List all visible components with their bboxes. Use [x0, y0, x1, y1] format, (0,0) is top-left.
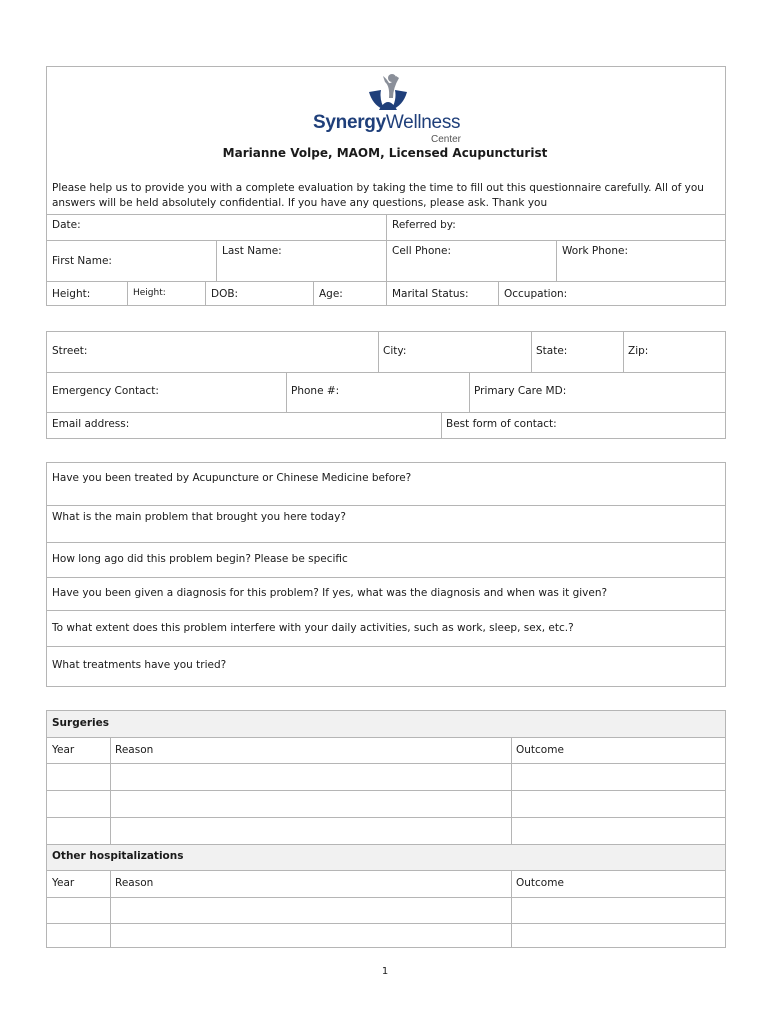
age-field[interactable]: Age:: [313, 281, 386, 306]
question-problem-onset[interactable]: How long ago did this problem begin? Please be specific: [52, 553, 348, 565]
marital-status-field[interactable]: Marital Status:: [386, 281, 498, 306]
page-number: 1: [381, 966, 389, 977]
hospitalizations-outcome-header: Outcome: [516, 877, 564, 889]
questions-section: [46, 462, 726, 687]
question-treatments-tried[interactable]: What treatments have you tried?: [52, 659, 227, 671]
surgery-2-reason[interactable]: [111, 790, 511, 816]
last-name-field[interactable]: Last Name:: [216, 240, 386, 281]
email-field[interactable]: Email address:: [52, 418, 130, 430]
first-name-field[interactable]: First Name:: [46, 240, 216, 281]
state-field[interactable]: State:: [536, 345, 568, 357]
question-main-problem[interactable]: What is the main problem that brought you here today?: [52, 511, 346, 523]
surgery-2-outcome[interactable]: [512, 790, 725, 816]
surgeries-year-header: Year: [52, 744, 75, 756]
intro-text: Please help us to provide you with a complete evaluation by taking the time to fill out this questionnaire carefully. All of you answers will be held absolutely confidential. If you have any questions, please ask. Thank you: [52, 182, 704, 209]
hospitalization-2-reason[interactable]: [111, 923, 511, 947]
referred-by-field[interactable]: Referred by:: [386, 214, 726, 240]
surgery-3-reason[interactable]: [111, 817, 511, 843]
surgery-1-outcome[interactable]: [512, 763, 725, 789]
synergy-wellness-logo: [313, 72, 463, 144]
dob-field[interactable]: DOB:: [205, 281, 313, 306]
question-daily-impact[interactable]: To what extent does this problem interfere with your daily activities, such as work, sleep, sex, etc.?: [52, 622, 574, 634]
hospitalization-2-outcome[interactable]: [512, 923, 725, 947]
city-field[interactable]: City:: [383, 345, 407, 357]
surgeries-reason-header: Reason: [115, 744, 154, 756]
hospitalizations-reason-header: Reason: [115, 877, 154, 889]
emergency-contact-field[interactable]: Emergency Contact:: [52, 385, 159, 397]
work-phone-field[interactable]: Work Phone:: [556, 240, 726, 281]
hospitalizations-title: Other hospitalizations: [52, 850, 184, 862]
surgery-3-year[interactable]: [47, 817, 110, 843]
surgery-1-reason[interactable]: [111, 763, 511, 789]
question-prior-treatment[interactable]: Have you been treated by Acupuncture or Chinese Medicine before?: [52, 472, 412, 484]
zip-field[interactable]: Zip:: [628, 345, 649, 357]
surgery-3-outcome[interactable]: [512, 817, 725, 843]
page-title: Marianne Volpe, MAOM, Licensed Acupuncturist: [222, 146, 548, 160]
hospitalization-1-outcome[interactable]: [512, 897, 725, 923]
best-contact-field[interactable]: Best form of contact:: [446, 418, 557, 430]
lotus-figure-icon: [313, 72, 463, 114]
hospitalization-1-year[interactable]: [47, 897, 110, 923]
hospitalization-2-year[interactable]: [47, 923, 110, 947]
street-field[interactable]: Street:: [52, 345, 88, 357]
height-field[interactable]: Height:: [46, 281, 127, 306]
surgeries-header-row: [47, 711, 725, 737]
primary-care-field[interactable]: Primary Care MD:: [474, 385, 567, 397]
surgery-1-year[interactable]: [47, 763, 110, 789]
surgery-2-year[interactable]: [47, 790, 110, 816]
logo-subtitle: Center: [431, 134, 462, 145]
height-secondary-field[interactable]: Height:: [127, 281, 205, 306]
hospitalization-1-reason[interactable]: [111, 897, 511, 923]
surgeries-title: Surgeries: [52, 717, 110, 729]
question-diagnosis[interactable]: Have you been given a diagnosis for this problem? If yes, what was the diagnosis and when was it given?: [52, 587, 608, 599]
hospitalizations-year-header: Year: [52, 877, 75, 889]
date-field[interactable]: Date:: [46, 214, 386, 240]
surgeries-outcome-header: Outcome: [516, 744, 564, 756]
logo-brand: SynergyWellness: [313, 112, 461, 133]
phone-field[interactable]: Phone #:: [291, 385, 340, 397]
occupation-field[interactable]: Occupation:: [498, 281, 726, 306]
cell-phone-field[interactable]: Cell Phone:: [386, 240, 556, 281]
